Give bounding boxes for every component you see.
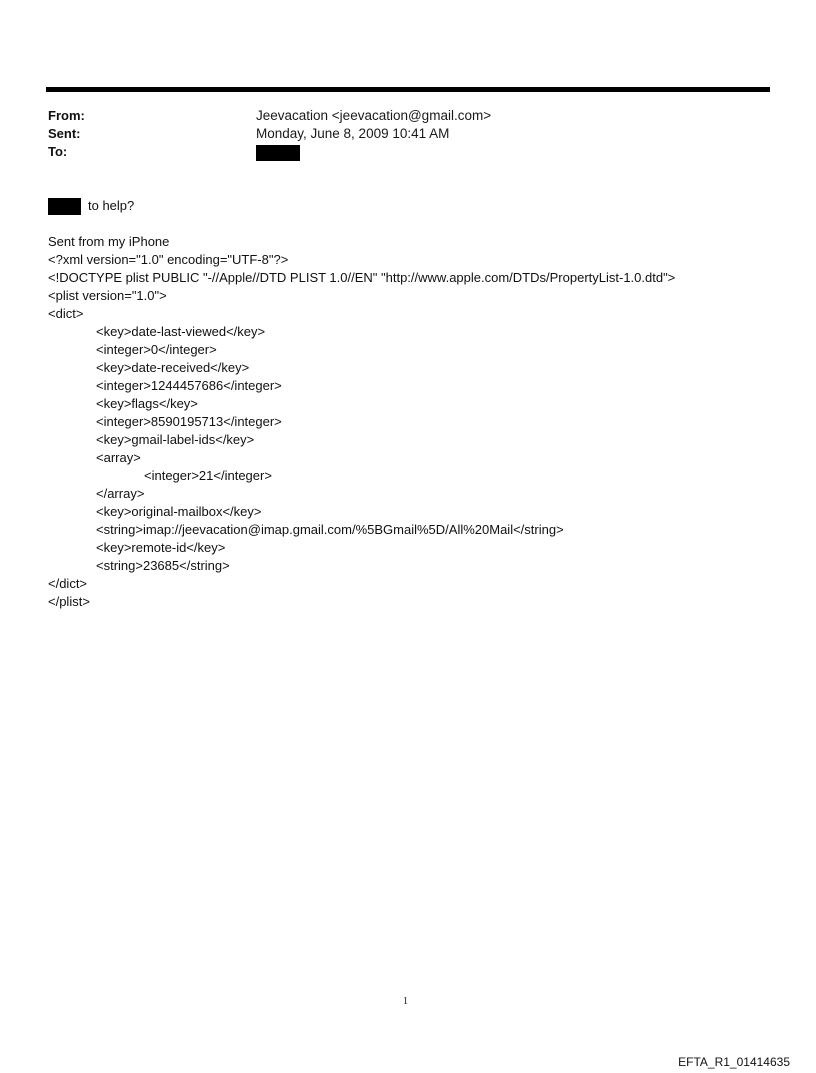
body-line: <?xml version="1.0" encoding="UTF-8"?> [48, 252, 289, 267]
page-number: 1 [403, 996, 408, 1007]
from-value: Jeevacation <jeevacation@gmail.com> [256, 108, 492, 123]
header-divider [46, 87, 770, 92]
body-line: </plist> [48, 594, 90, 609]
body-line: <dict> [48, 306, 84, 321]
to-label: To: [48, 144, 68, 159]
from-label: From: [48, 108, 85, 123]
body-line: <key>date-received</key> [96, 360, 250, 375]
body-line: <integer>0</integer> [96, 342, 217, 357]
sent-value: Monday, June 8, 2009 10:41 AM [256, 126, 450, 141]
body-line: <key>gmail-label-ids</key> [96, 432, 255, 447]
sent-label: Sent: [48, 126, 81, 141]
body-line: Sent from my iPhone [48, 234, 170, 249]
body-line: <key>date-last-viewed</key> [96, 324, 266, 339]
body-line: <!DOCTYPE plist PUBLIC "-//Apple//DTD PLIST 1.0//EN" "http://www.apple.com/DTDs/PropertyList-1.0.dtd"> [48, 270, 676, 285]
body-line: <string>23685</string> [96, 558, 230, 573]
body-line: <integer>21</integer> [144, 468, 272, 483]
body-line: <string>imap://jeevacation@imap.gmail.com/%5BGmail%5D/All%20Mail</string> [96, 522, 564, 537]
body-line: <key>original-mailbox</key> [96, 504, 262, 519]
body-line: <integer>1244457686</integer> [96, 378, 282, 393]
body-line: </dict> [48, 576, 88, 591]
bates-id: EFTA_R1_01414635 [678, 1055, 790, 1069]
to-redaction [256, 145, 300, 161]
body-line: <integer>8590195713</integer> [96, 414, 282, 429]
body-line: </array> [96, 486, 145, 501]
body-line: <array> [96, 450, 141, 465]
body-line: <key>flags</key> [96, 396, 198, 411]
body-redaction [48, 198, 81, 215]
body-line: <key>remote-id</key> [96, 540, 226, 555]
body-line: <plist version="1.0"> [48, 288, 167, 303]
body-greeting: to help? [88, 198, 135, 213]
